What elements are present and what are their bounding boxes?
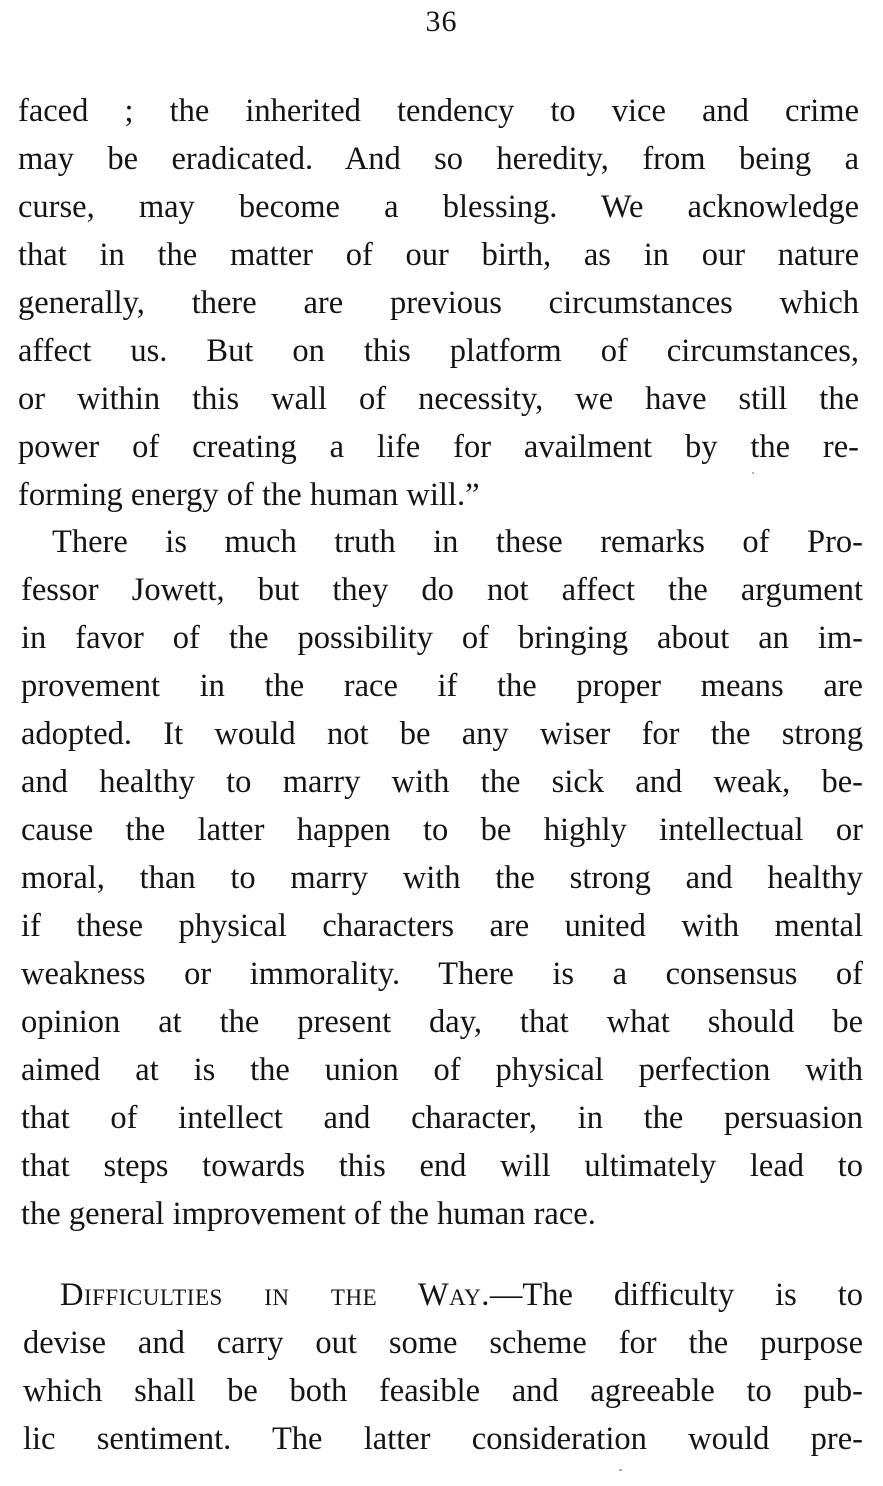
paragraph-3 — [0, 1271, 883, 1463]
print-speck — [752, 472, 754, 474]
text-fragment: —The difficulty is to — [489, 1277, 863, 1313]
text-line: that steps towards this end will ultimately lead to — [21, 1148, 863, 1184]
text-line: or within this wall of necessity, we have still the — [18, 381, 859, 417]
page-number: 36 — [425, 5, 458, 38]
text-line: opinion at the present day, that what should be — [21, 1004, 863, 1040]
text-line: affect us. But on this platform of circumstances, — [18, 333, 859, 369]
text-line: and healthy to marry with the sick and weak, be- — [21, 764, 863, 800]
text-line: lic sentiment. The latter consideration would pre- — [23, 1421, 863, 1457]
text-line: adopted. It would not be any wiser for the strong — [21, 716, 863, 752]
text-line: weakness or immorality. There is a consensus of — [21, 956, 863, 992]
text-line: devise and carry out some scheme for the purpose — [23, 1325, 863, 1361]
text-line: which shall be both feasible and agreeable to pub- — [23, 1373, 863, 1409]
text-line: fessor Jowett, but they do not affect the argument — [21, 572, 863, 608]
text-line: in favor of the possibility of bringing about an im- — [21, 620, 863, 656]
text-line: There is much truth in these remarks of Pro- — [52, 524, 863, 560]
text-line — [0, 1271, 883, 1319]
text-line: cause the latter happen to be highly intellectual or — [21, 812, 863, 848]
print-speck — [619, 1469, 622, 1471]
text-line: generally, there are previous circumstances which — [18, 285, 859, 321]
section-heading: Difficulties in the Way. — [60, 1277, 490, 1313]
text-line: may be eradicated. And so heredity, from being a — [18, 141, 859, 177]
text-line: curse, may become a blessing. We acknowledge — [18, 189, 859, 225]
text-line: aimed at is the union of physical perfection with — [21, 1052, 863, 1088]
text-line: the general improvement of the human race. — [21, 1196, 596, 1232]
paragraph-1 — [0, 87, 883, 519]
text-line: that of intellect and character, in the persuasion — [21, 1100, 863, 1136]
text-line: if these physical characters are united with mental — [21, 908, 863, 944]
text-line: faced ; the inherited tendency to vice and crime — [18, 93, 859, 129]
text-line: forming energy of the human will.” — [18, 477, 480, 513]
text-line: that in the matter of our birth, as in our nature — [18, 237, 859, 273]
text-line: moral, than to marry with the strong and healthy — [21, 860, 863, 896]
text-line: power of creating a life for availment by the re- — [18, 429, 859, 465]
text-line: provement in the race if the proper means are — [21, 668, 863, 704]
paragraph-2 — [0, 518, 883, 1238]
